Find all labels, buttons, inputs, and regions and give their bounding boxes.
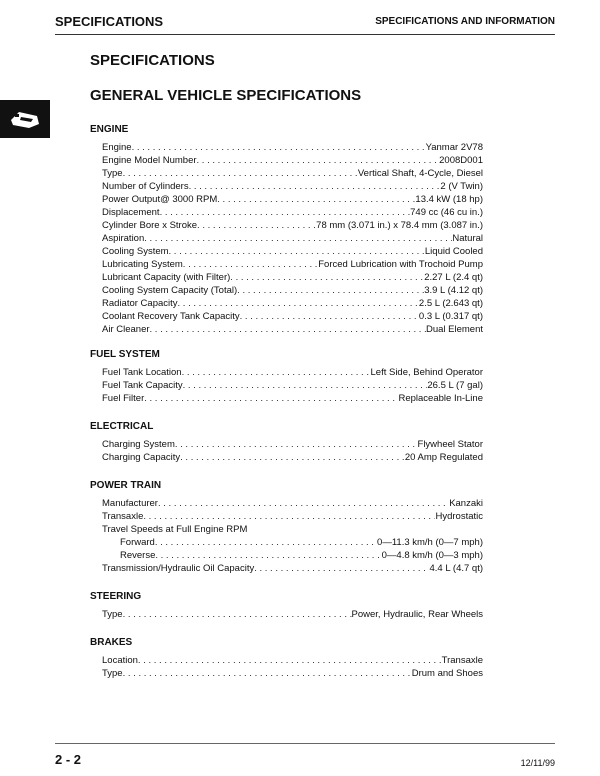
spec-row (90, 654, 483, 667)
spec-value: 2.27 L (2.4 qt) (424, 272, 483, 283)
spec-row (90, 167, 483, 180)
spec-value: 2 (V Twin) (440, 181, 483, 192)
spec-value: 2.5 L (2.643 qt) (418, 298, 483, 309)
electrical-heading: ELECTRICAL (90, 421, 154, 432)
steering-section (90, 591, 483, 621)
spec-row (90, 497, 483, 510)
spec-row (90, 438, 483, 451)
engine-heading: ENGINE (90, 124, 129, 135)
spec-label: Cooling System Capacity (Total) (102, 285, 238, 296)
spec-value: 20 Amp Regulated (404, 452, 483, 463)
spec-value: Transaxle (441, 655, 483, 666)
spec-label: Charging System (102, 439, 175, 450)
spec-value: 3.9 L (4.12 qt) (424, 285, 483, 296)
spec-label: Type (102, 668, 123, 679)
spec-label: Radiator Capacity (102, 298, 178, 309)
spec-value: Dual Element (425, 324, 483, 335)
page-subtitle: GENERAL VEHICLE SPECIFICATIONS (90, 87, 362, 104)
spec-value: 0—11.3 km/h (0—7 mph) (377, 537, 483, 548)
spec-row (90, 536, 483, 549)
spec-row (90, 562, 483, 575)
spec-label: Air Cleaner (102, 324, 150, 335)
spec-value: 4.4 L (4.7 qt) (429, 563, 483, 574)
steering-heading: STEERING (90, 591, 142, 602)
header-section-title: SPECIFICATIONS (55, 14, 164, 29)
spec-row (90, 451, 483, 464)
spec-row (90, 667, 483, 680)
spec-label: Charging Capacity (102, 452, 181, 463)
spec-label: Manufacturer (102, 498, 158, 509)
header-chapter-title: SPECIFICATIONS AND INFORMATION (375, 16, 555, 27)
spec-value: Left Side, Behind Operator (370, 367, 483, 378)
spec-label: Power Output@ 3000 RPM (102, 194, 218, 205)
spec-value: 78 mm (3.071 in.) x 78.4 mm (3.087 in.) (316, 220, 483, 231)
brakes-heading: BRAKES (90, 637, 133, 648)
spec-row (90, 154, 483, 167)
spec-label: Type (102, 168, 123, 179)
spec-row (90, 392, 483, 405)
spec-value: 749 cc (46 cu in.) (410, 207, 483, 218)
spec-row (90, 323, 483, 336)
spec-subheading-row (90, 523, 483, 536)
spec-value: Vertical Shaft, 4-Cycle, Diesel (357, 168, 483, 179)
spec-row (90, 258, 483, 271)
spec-row (90, 206, 483, 219)
spec-value: 2008D001 (439, 155, 483, 166)
spec-label: Transmission/Hydraulic Oil Capacity (102, 563, 255, 574)
spec-label: Lubricating System (102, 259, 183, 270)
spec-value: Liquid Cooled (424, 246, 483, 257)
spec-label: Fuel Tank Capacity (102, 380, 183, 391)
spec-label: Fuel Filter (102, 393, 145, 404)
engine-section (90, 124, 483, 336)
fuel-heading: FUEL SYSTEM (90, 349, 160, 360)
spec-label: Engine (102, 142, 132, 153)
spec-row (90, 310, 483, 323)
spec-label: Location (102, 655, 138, 666)
spec-row (90, 297, 483, 310)
spec-label: Engine Model Number (102, 155, 197, 166)
spec-value: Forced Lubrication with Trochoid Pump (318, 259, 483, 270)
spec-label: Travel Speeds at Full Engine RPM (102, 524, 248, 535)
fuel-section (90, 349, 483, 405)
spec-row (90, 510, 483, 523)
spec-label: Cooling System (102, 246, 169, 257)
spec-row (90, 271, 483, 284)
spec-label: Aspiration (102, 233, 145, 244)
page-title: SPECIFICATIONS (90, 52, 215, 69)
spec-value: 0—4.8 km/h (0—3 mph) (381, 550, 483, 561)
spec-label: Lubricant Capacity (with Filter) (102, 272, 231, 283)
spec-row (90, 608, 483, 621)
spec-row (90, 219, 483, 232)
powertrain-heading: POWER TRAIN (90, 480, 162, 491)
spec-row (90, 180, 483, 193)
powertrain-section (90, 480, 483, 575)
spec-row (90, 379, 483, 392)
spec-row (90, 549, 483, 562)
spec-label: Transaxle (102, 511, 144, 522)
spec-label: Type (102, 609, 123, 620)
footer-divider (55, 743, 555, 744)
spec-value: Flywheel Stator (417, 439, 483, 450)
spec-value: 13.4 kW (18 hp) (415, 194, 483, 205)
spec-label: Displacement (102, 207, 160, 218)
vehicle-icon (9, 108, 41, 130)
spec-value: 26.5 L (7 gal) (427, 380, 483, 391)
spec-value: 0.3 L (0.317 qt) (418, 311, 483, 322)
spec-row (90, 141, 483, 154)
revision-date: 12/11/99 (520, 758, 555, 768)
spec-row (90, 366, 483, 379)
spec-value: Drum and Shoes (411, 668, 483, 679)
spec-row (90, 284, 483, 297)
spec-label: Forward (120, 537, 155, 548)
spec-row (90, 193, 483, 206)
spec-value: Hydrostatic (435, 511, 483, 522)
header-divider (55, 34, 555, 35)
spec-label: Cylinder Bore x Stroke (102, 220, 198, 231)
spec-value: Natural (452, 233, 483, 244)
brakes-section (90, 637, 483, 680)
page-number: 2 - 2 (55, 752, 82, 767)
spec-row (90, 232, 483, 245)
spec-label: Coolant Recovery Tank Capacity (102, 311, 240, 322)
spec-value: Yanmar 2V78 (425, 142, 483, 153)
spec-row (90, 245, 483, 258)
section-tab (0, 100, 50, 138)
spec-value: Power, Hydraulic, Rear Wheels (351, 609, 483, 620)
spec-value: Replaceable In-Line (398, 393, 483, 404)
spec-value: Kanzaki (449, 498, 483, 509)
spec-label: Reverse (120, 550, 156, 561)
spec-label: Number of Cylinders (102, 181, 189, 192)
spec-label: Fuel Tank Location (102, 367, 182, 378)
electrical-section (90, 421, 483, 464)
